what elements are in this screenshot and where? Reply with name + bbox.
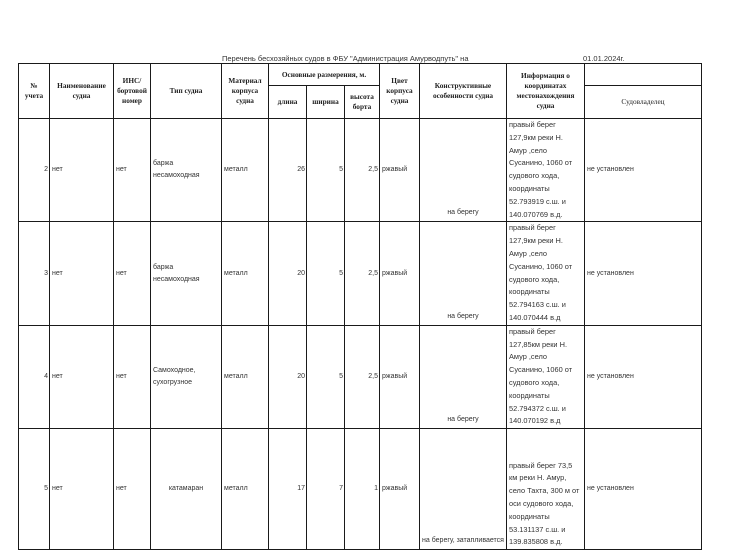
cell-features: на берегу [420,222,507,325]
document-title: Перечень бесхозяйных судов в ФБУ "Администрация Амурводпуть" на [222,54,469,63]
cell-features: на берегу [420,325,507,428]
cell-owner: не установлен [585,429,702,550]
cell-height: 2,5 [345,222,380,325]
cell-height: 2,5 [345,119,380,222]
header-height: высота борта [345,86,380,119]
header-name: Наименование судна [50,64,114,119]
cell-width: 5 [307,119,345,222]
cell-num: 3 [19,222,50,325]
cell-location: правый берег 127,9км реки Н. Амур ,село Сусанино, 1060 от судового хода, координаты 52.793919 с.ш. и 140.070769 в.д. [507,119,585,222]
cell-num: 5 [19,429,50,550]
cell-ins: нет [114,325,151,428]
header-features: Конструктивные особенности судна [420,64,507,119]
cell-type: катамаран [151,429,222,550]
header-num: № учета [19,64,50,119]
table-row [19,429,702,550]
cell-width: 7 [307,429,345,550]
header-width: ширина [307,86,345,119]
cell-features: на берегу, затапливается [420,429,507,550]
header-owner: Судовладелец [585,86,702,119]
cell-material: металл [222,429,269,550]
table-row [19,325,702,428]
cell-length: 20 [269,222,307,325]
cell-owner: не установлен [585,222,702,325]
cell-features: на берегу [420,119,507,222]
cell-type: баржа несамоходная [151,119,222,222]
header-dimensions: Основные размерения, м. [269,64,380,86]
header-location: Информация о координатах местонахождения судна [507,64,585,119]
cell-name: нет [50,429,114,550]
cell-length: 17 [269,429,307,550]
cell-name: нет [50,325,114,428]
header-ins: ИНС/бортовой номер [114,64,151,119]
vessels-table [18,63,702,550]
cell-length: 20 [269,325,307,428]
cell-length: 26 [269,119,307,222]
cell-owner: не установлен [585,119,702,222]
cell-color: ржавый [380,325,420,428]
cell-ins: нет [114,429,151,550]
cell-num: 4 [19,325,50,428]
cell-color: ржавый [380,222,420,325]
cell-material: металл [222,325,269,428]
header-color: Цвет корпуса судна [380,64,420,119]
table-row [19,119,702,222]
cell-color: ржавый [380,119,420,222]
cell-location: правый берег 73,5 км реки Н. Амур, село Тахта, 300 м от оси судового хода, координаты 53.131137 с.ш. и 139.835808 в.д. [507,429,585,550]
cell-width: 5 [307,325,345,428]
cell-material: металл [222,119,269,222]
cell-ins: нет [114,119,151,222]
cell-type: баржа несамоходная [151,222,222,325]
header-length: длина [269,86,307,119]
cell-type: Самоходное, сухогрузное [151,325,222,428]
header-type: Тип судна [151,64,222,119]
cell-num: 2 [19,119,50,222]
cell-name: нет [50,222,114,325]
cell-height: 1 [345,429,380,550]
cell-width: 5 [307,222,345,325]
cell-material: металл [222,222,269,325]
cell-name: нет [50,119,114,222]
header-material: Материал корпуса судна [222,64,269,119]
cell-color: ржавый [380,429,420,550]
cell-location: правый берег 127,9км реки Н. Амур ,село Сусанино, 1060 от судового хода, координаты 52.794163 с.ш. и 140.070444 в.д [507,222,585,325]
cell-location: правый берег 127,85км реки Н. Амур ,село Сусанино, 1060 от судового хода, координаты 52.794372 с.ш. и 140.070192 в.д [507,325,585,428]
cell-ins: нет [114,222,151,325]
cell-owner: не установлен [585,325,702,428]
header-owner-top [585,64,702,86]
cell-height: 2,5 [345,325,380,428]
document-date: 01.01.2024г. [583,54,625,63]
table-row [19,222,702,325]
